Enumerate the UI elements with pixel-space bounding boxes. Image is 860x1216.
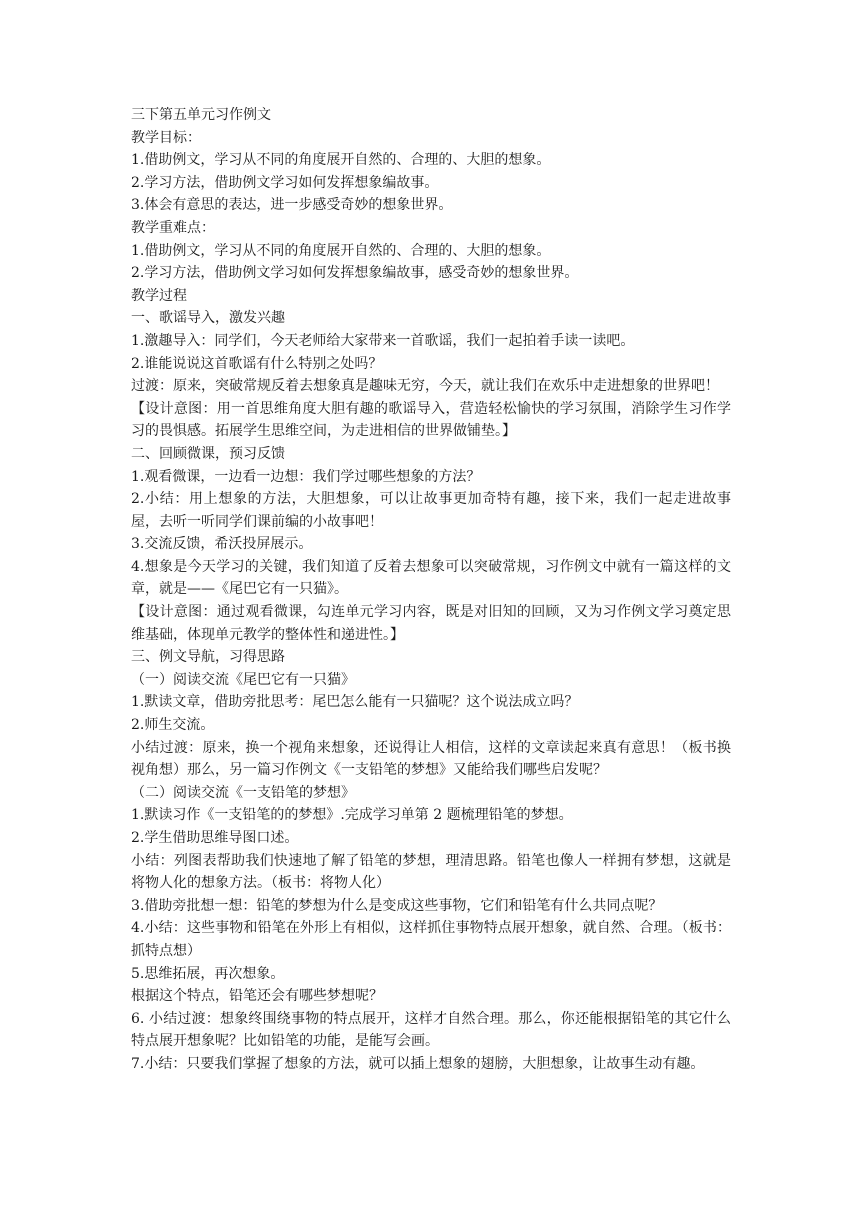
section-heading: 一、歌谣导入，激发兴趣 <box>131 310 285 327</box>
section-heading: 教学重难点： <box>131 219 215 236</box>
paragraph: 小结：列图表帮助我们快速地了解了铅笔的梦想，理清思路。铅笔也像人一样拥有梦想，这就是将物人化的想象方法。（板书：将物人化） <box>131 852 731 892</box>
paragraph: 2.学习方法，借助例文学习如何发挥想象编故事。 <box>131 174 439 191</box>
paragraph: 2.学习方法，借助例文学习如何发挥想象编故事，感受奇妙的想象世界。 <box>131 265 579 282</box>
paragraph: 3.交流反馈，希沃投屏展示。 <box>131 536 313 553</box>
paragraph: 3.借助旁批想一想：铅笔的梦想为什么是变成这些事物，它们和铅笔有什么共同点呢？ <box>131 897 663 914</box>
paragraph: 1.观看微课，一边看一边想：我们学过哪些想象的方法？ <box>131 468 481 485</box>
paragraph: 1.默读文章，借助旁批思考：尾巴怎么能有一只猫呢？这个说法成立吗？ <box>131 694 579 711</box>
design-intent-note: 【设计意图：用一首思维角度大胆有趣的歌谣导入，营造轻松愉快的学习氛围，消除学生习作学习的畏惧感。拓展学生思维空间，为走进相信的世界做铺垫。】 <box>131 400 731 440</box>
paragraph: 5.思维拓展，再次想象。 <box>131 965 285 982</box>
section-heading: 教学目标： <box>131 129 201 146</box>
subsection-heading: （一）阅读交流《尾巴它有一只猫》 <box>131 671 355 688</box>
section-heading: 三、例文导航，习得思路 <box>131 649 285 666</box>
paragraph: 7.小结：只要我们掌握了想象的方法，就可以插上想象的翅膀，大胆想象，让故事生动有趣。 <box>131 1055 705 1072</box>
paragraph: 根据这个特点，铅笔还会有哪些梦想呢？ <box>131 988 383 1005</box>
design-intent-note: 【设计意图：通过观看微课，勾连单元学习内容，既是对旧知的回顾，又为习作例文学习奠定思维基础，体现单元教学的整体性和递进性。】 <box>131 604 731 643</box>
paragraph: 6. 小结过渡：想象终围绕事物的特点展开，这样才自然合理。那么，你还能根据铅笔的其它什么特点展开想象呢？比如铅笔的功能，是能写会画。 <box>131 1010 731 1050</box>
paragraph: 4.小结：这些事物和铅笔在外形上有相似，这样抓住事物特点展开想象，就自然、合理。（板书：抓特点想） <box>131 920 731 959</box>
paragraph: 2.谁能说说这首歌谣有什么特别之处吗？ <box>131 355 383 372</box>
paragraph: 2.小结：用上想象的方法，大胆想象，可以让故事更加奇特有趣，接下来，我们一起走进故事屋，去听一听同学们课前编的小故事吧！ <box>131 491 731 530</box>
paragraph: 1.激趣导入：同学们，今天老师给大家带来一首歌谣，我们一起拍着手读一读吧。 <box>131 332 635 349</box>
paragraph: 1.借助例文，学习从不同的角度展开自然的、合理的、大胆的想象。 <box>131 152 551 169</box>
paragraph: 1.借助例文，学习从不同的角度展开自然的、合理的、大胆的想象。 <box>131 242 551 259</box>
paragraph: 过渡：原来，突破常规反着去想象真是趣味无穷，今天，就让我们在欢乐中走进想象的世界吧！ <box>131 378 719 395</box>
paragraph: 2.师生交流。 <box>131 717 215 734</box>
document-body <box>131 104 731 1076</box>
paragraph: 4.想象是今天学习的关键，我们知道了反着去想象可以突破常规，习作例文中就有一篇这样的文章，就是——《尾巴它有一只猫》。 <box>131 558 731 598</box>
paragraph: 2.学生借助思维导图口述。 <box>131 830 299 846</box>
section-heading: 教学过程 <box>131 287 187 304</box>
paragraph: 小结过渡：原来，换一个视角来想象，还说得让人相信，这样的文章读起来真有意思！（板书换视角想）那么，另一篇习作例文《一支铅笔的梦想》又能给我们哪些启发呢？ <box>131 739 731 779</box>
section-heading: 二、回顾微课，预习反馈 <box>131 445 285 462</box>
document-title: 三下第五单元习作例文 <box>131 107 271 123</box>
paragraph: 1.默读习作《一支铅笔的的梦想》.完成学习单第 2 题梳理铅笔的梦想。 <box>131 807 573 824</box>
paragraph: 3.体会有意思的表达，进一步感受奇妙的想象世界。 <box>131 197 453 214</box>
subsection-heading: （二）阅读交流《一支铅笔的梦想》 <box>131 784 355 801</box>
